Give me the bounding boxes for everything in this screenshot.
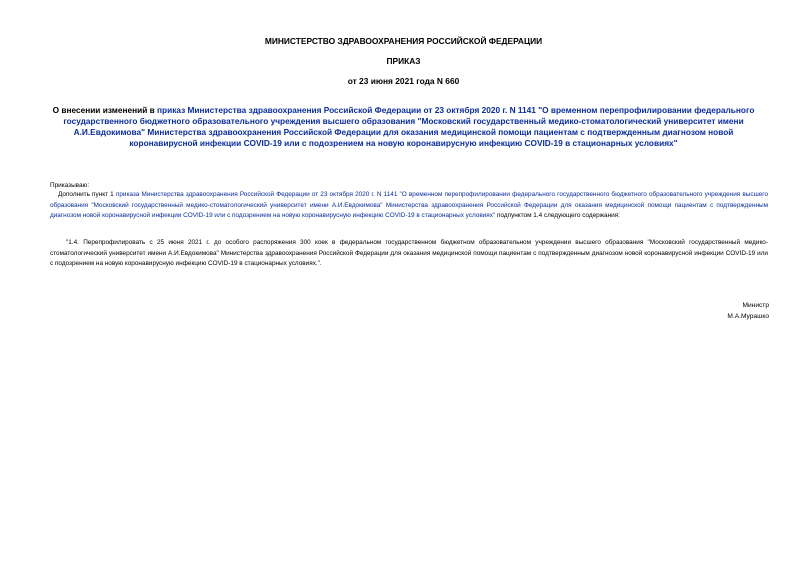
- subitem-text: "1.4. Перепрофилировать с 25 июня 2021 г. до особого распоряжения 300 коек в федеральном государственном бюджетном образовательном учреждении высшего образования "Московский государственный медико-стоматологический университет имени А.И.Евдокимова" Министерства здравоохранения Российской Федерации для оказания медицинской помощи пациентам с подтвержденным диагнозом новой коронавирусной инфекции COVID-19 или с подозрением на новую коронавирусную инфекцию COVID-19 в стационарных условиях.".: [50, 239, 768, 268]
- paragraph-amendment: [50, 190, 768, 222]
- document-date-number: от 23 июня 2021 года N 660: [347, 76, 460, 86]
- signature-position: Министр: [742, 302, 769, 309]
- title-order-link[interactable]: приказ Министерства здравоохранения Российской Федерации от 23 октября 2020 г. N 1141 "О временном перепрофилировании федерального государственного бюджетного образовательного учреждения высшего образования "Московский государственный медико-стоматологический университет имени А.И.Евдокимова" Министерства здравоохранения Российской Федерации для оказания медицинской помощи пациентам с подтвержденным диагнозом новой коронавирусной инфекции COVID-19 или с подозрением на новую коронавирусную инфекцию COVID-19 в стационарных условиях": [63, 105, 755, 148]
- signature-name: М.А.Мурашко: [727, 313, 769, 320]
- document-title: [44, 105, 763, 149]
- amended-order-link[interactable]: приказа Министерства здравоохранения Российской Федерации от 23 октября 2020 г. N 1141 "О временном перепрофилировании федерального государственного бюджетного образовательного учреждения высшего образования "Московский государственный медико-стоматологический университет имени А.И.Евдокимова" Министерства здравоохранения Российской Федерации для оказания медицинской помощи пациентам с подтвержденным диагнозом новой коронавирусной инфекции COVID-19 или с подозрением на новую коронавирусную инфекцию COVID-19 в стационарных условиях": [50, 191, 768, 220]
- order-word: Приказываю:: [50, 182, 90, 189]
- paragraph-amendment-prefix: Дополнить пункт 1: [58, 191, 116, 198]
- paragraph-subitem-1-4: [50, 238, 768, 270]
- ministry-name: МИНИСТЕРСТВО ЗДРАВООХРАНЕНИЯ РОССИЙСКОЙ ФЕДЕРАЦИИ: [264, 36, 543, 46]
- paragraph-amendment-suffix: подпунктом 1.4 следующего содержания:: [495, 212, 620, 220]
- document-type: ПРИКАЗ: [386, 56, 421, 66]
- title-prefix: О внесении изменений в: [52, 105, 158, 115]
